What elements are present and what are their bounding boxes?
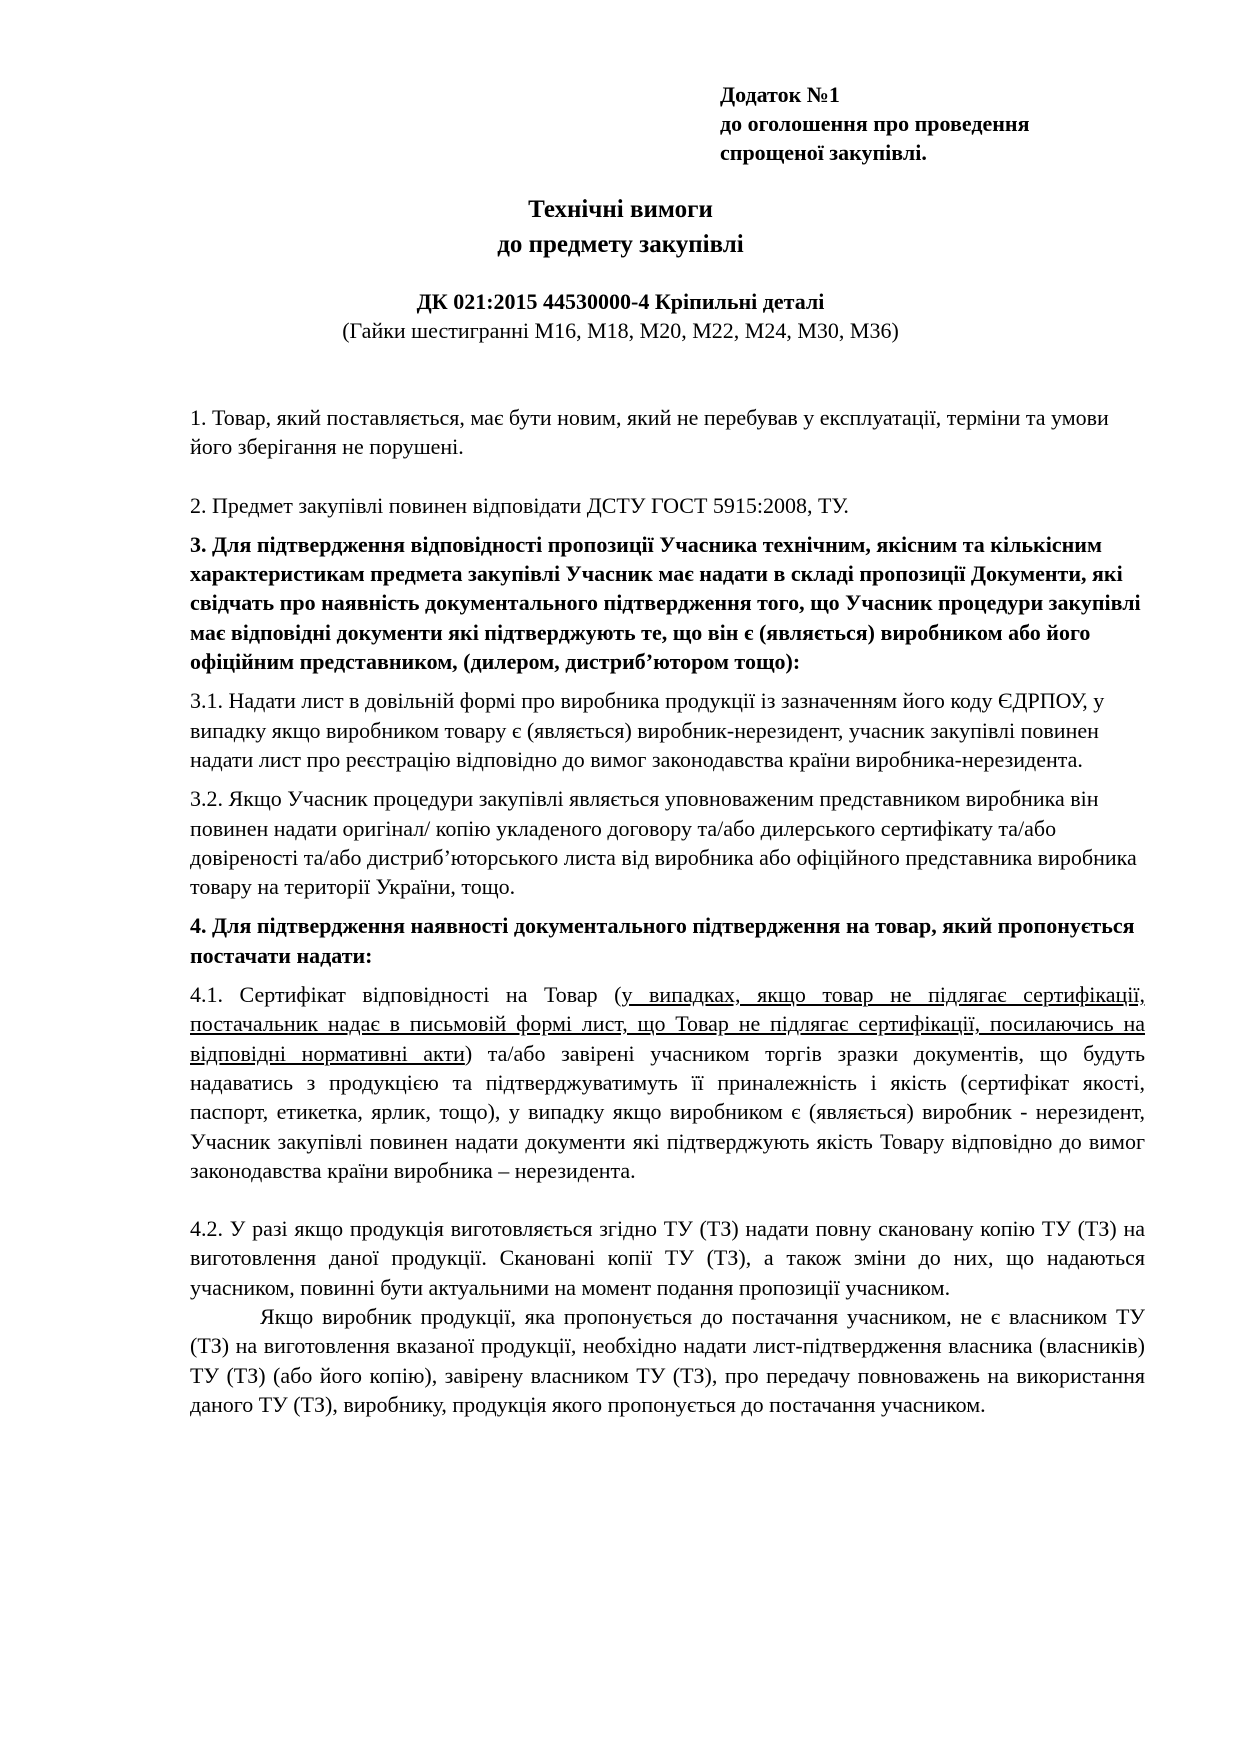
appendix-header: [720, 80, 1030, 167]
subject-code: ДК 021:2015 44530000-4 Кріпильні деталі: [416, 289, 825, 314]
appendix-number: Додаток №1: [720, 82, 840, 107]
title-line-2: до предмету закупівлі: [497, 231, 744, 258]
requirement-4-2-continued: Якщо виробник продукції, яка пропонується до постачання учасником, не є власником ТУ (ТЗ) на виготовлення вказаної продукції, необхідно надати лист-підтвердження власника (власників) ТУ (ТЗ) (або його копію), завірену власником ТУ (ТЗ), про передачу повноважень на використання даного ТУ (ТЗ), виробнику, продукція якого пропонується до постачання учасником.: [190, 1304, 1145, 1417]
requirement-4-1-end: ) та/або завірені учасником торгів зразки документів, що будуть надаватись з продукцією та підтверджуватимуть її приналежність і якість (сертифікат якості, паспорт, етикетка, ярлик, тощо), у випадку якщо виробником є (являється) виробник - нерезидент, Учасник закупівлі повинен надати документи які підтверджують якість Товару відповідно до вимог законодавства країни виробника – нерезидента.: [190, 1040, 1145, 1183]
procurement-subject: [0, 287, 1241, 345]
subject-items: (Гайки шестигранні М16, М18, М20, М22, М24, М30, М36): [342, 318, 899, 343]
requirement-3: 3. Для підтвердження відповідності пропозиції Учасника технічним, якісним та кількісним характеристикам предмета закупівлі Учасник має надати в складі пропозиції Документи, які свідчать про наявність документального підтвердження того, що Учасник процедури закупівлі має відповідні документи які підтверджують те, що він є (являється) виробником або його офіційним представником, (дилером, дистриб’ютором тощо):: [190, 531, 1141, 675]
requirement-4-1: [190, 980, 1145, 1185]
document-title: [0, 192, 1241, 262]
requirement-4: 4. Для підтвердження наявності документального підтвердження на товар, який пропонується постачати надати:: [190, 913, 1135, 968]
requirement-3-2: 3.2. Якщо Учасник процедури закупівлі являється уповноваженим представником виробника він повинен надати оригінал/ копію укладеного договору та/або дилерського сертифікату та/або довіреності та/або дистриб’юторського листа від виробника або офіційного представника виробника товару на території України, тощо.: [190, 786, 1137, 900]
appendix-reference: до оголошення про проведення: [720, 111, 1030, 136]
requirement-1: 1. Товар, який поставляється, має бути новим, який не перебував у експлуатації, терміни та умови його зберігання не порушені.: [190, 405, 1109, 460]
title-line-1: Технічні вимоги: [528, 196, 713, 223]
requirement-3-1: 3.1. Надати лист в довільній формі про виробника продукції із зазначенням його коду ЄДРПОУ, у випадку якщо виробником товару є (являється) виробник-нерезидент, учасник закупівлі повинен надати лист про реєстрацію відповідно до вимог законодавства країни виробника-нерезидента.: [190, 688, 1105, 772]
requirement-2: 2. Предмет закупівлі повинен відповідати ДСТУ ГОСТ 5915:2008, ТУ.: [190, 492, 849, 518]
requirements-body: [190, 403, 1145, 1419]
requirement-4-1-start: 4.1. Сертифікат відповідності на Товар (: [190, 982, 622, 1008]
appendix-reference-cont: спрощеної закупівлі.: [720, 140, 927, 165]
requirement-4-2: 4.2. У разі якщо продукція виготовляється згідно ТУ (ТЗ) надати повну скановану копію ТУ (ТЗ) на виготовлення даної продукції. Скановані копії ТУ (ТЗ), а також зміни до них, що надаються учасником, повинні бути актуальними на момент подання пропозиції учасником.: [190, 1216, 1145, 1300]
requirement-4-1-underlined: у випадках, якщо товар не підлягає сертифікації, постачальник надає в письмовій формі лист, що Товар не підлягає сертифікації, посилаючись на відповідні нормативні акти: [190, 982, 1145, 1066]
